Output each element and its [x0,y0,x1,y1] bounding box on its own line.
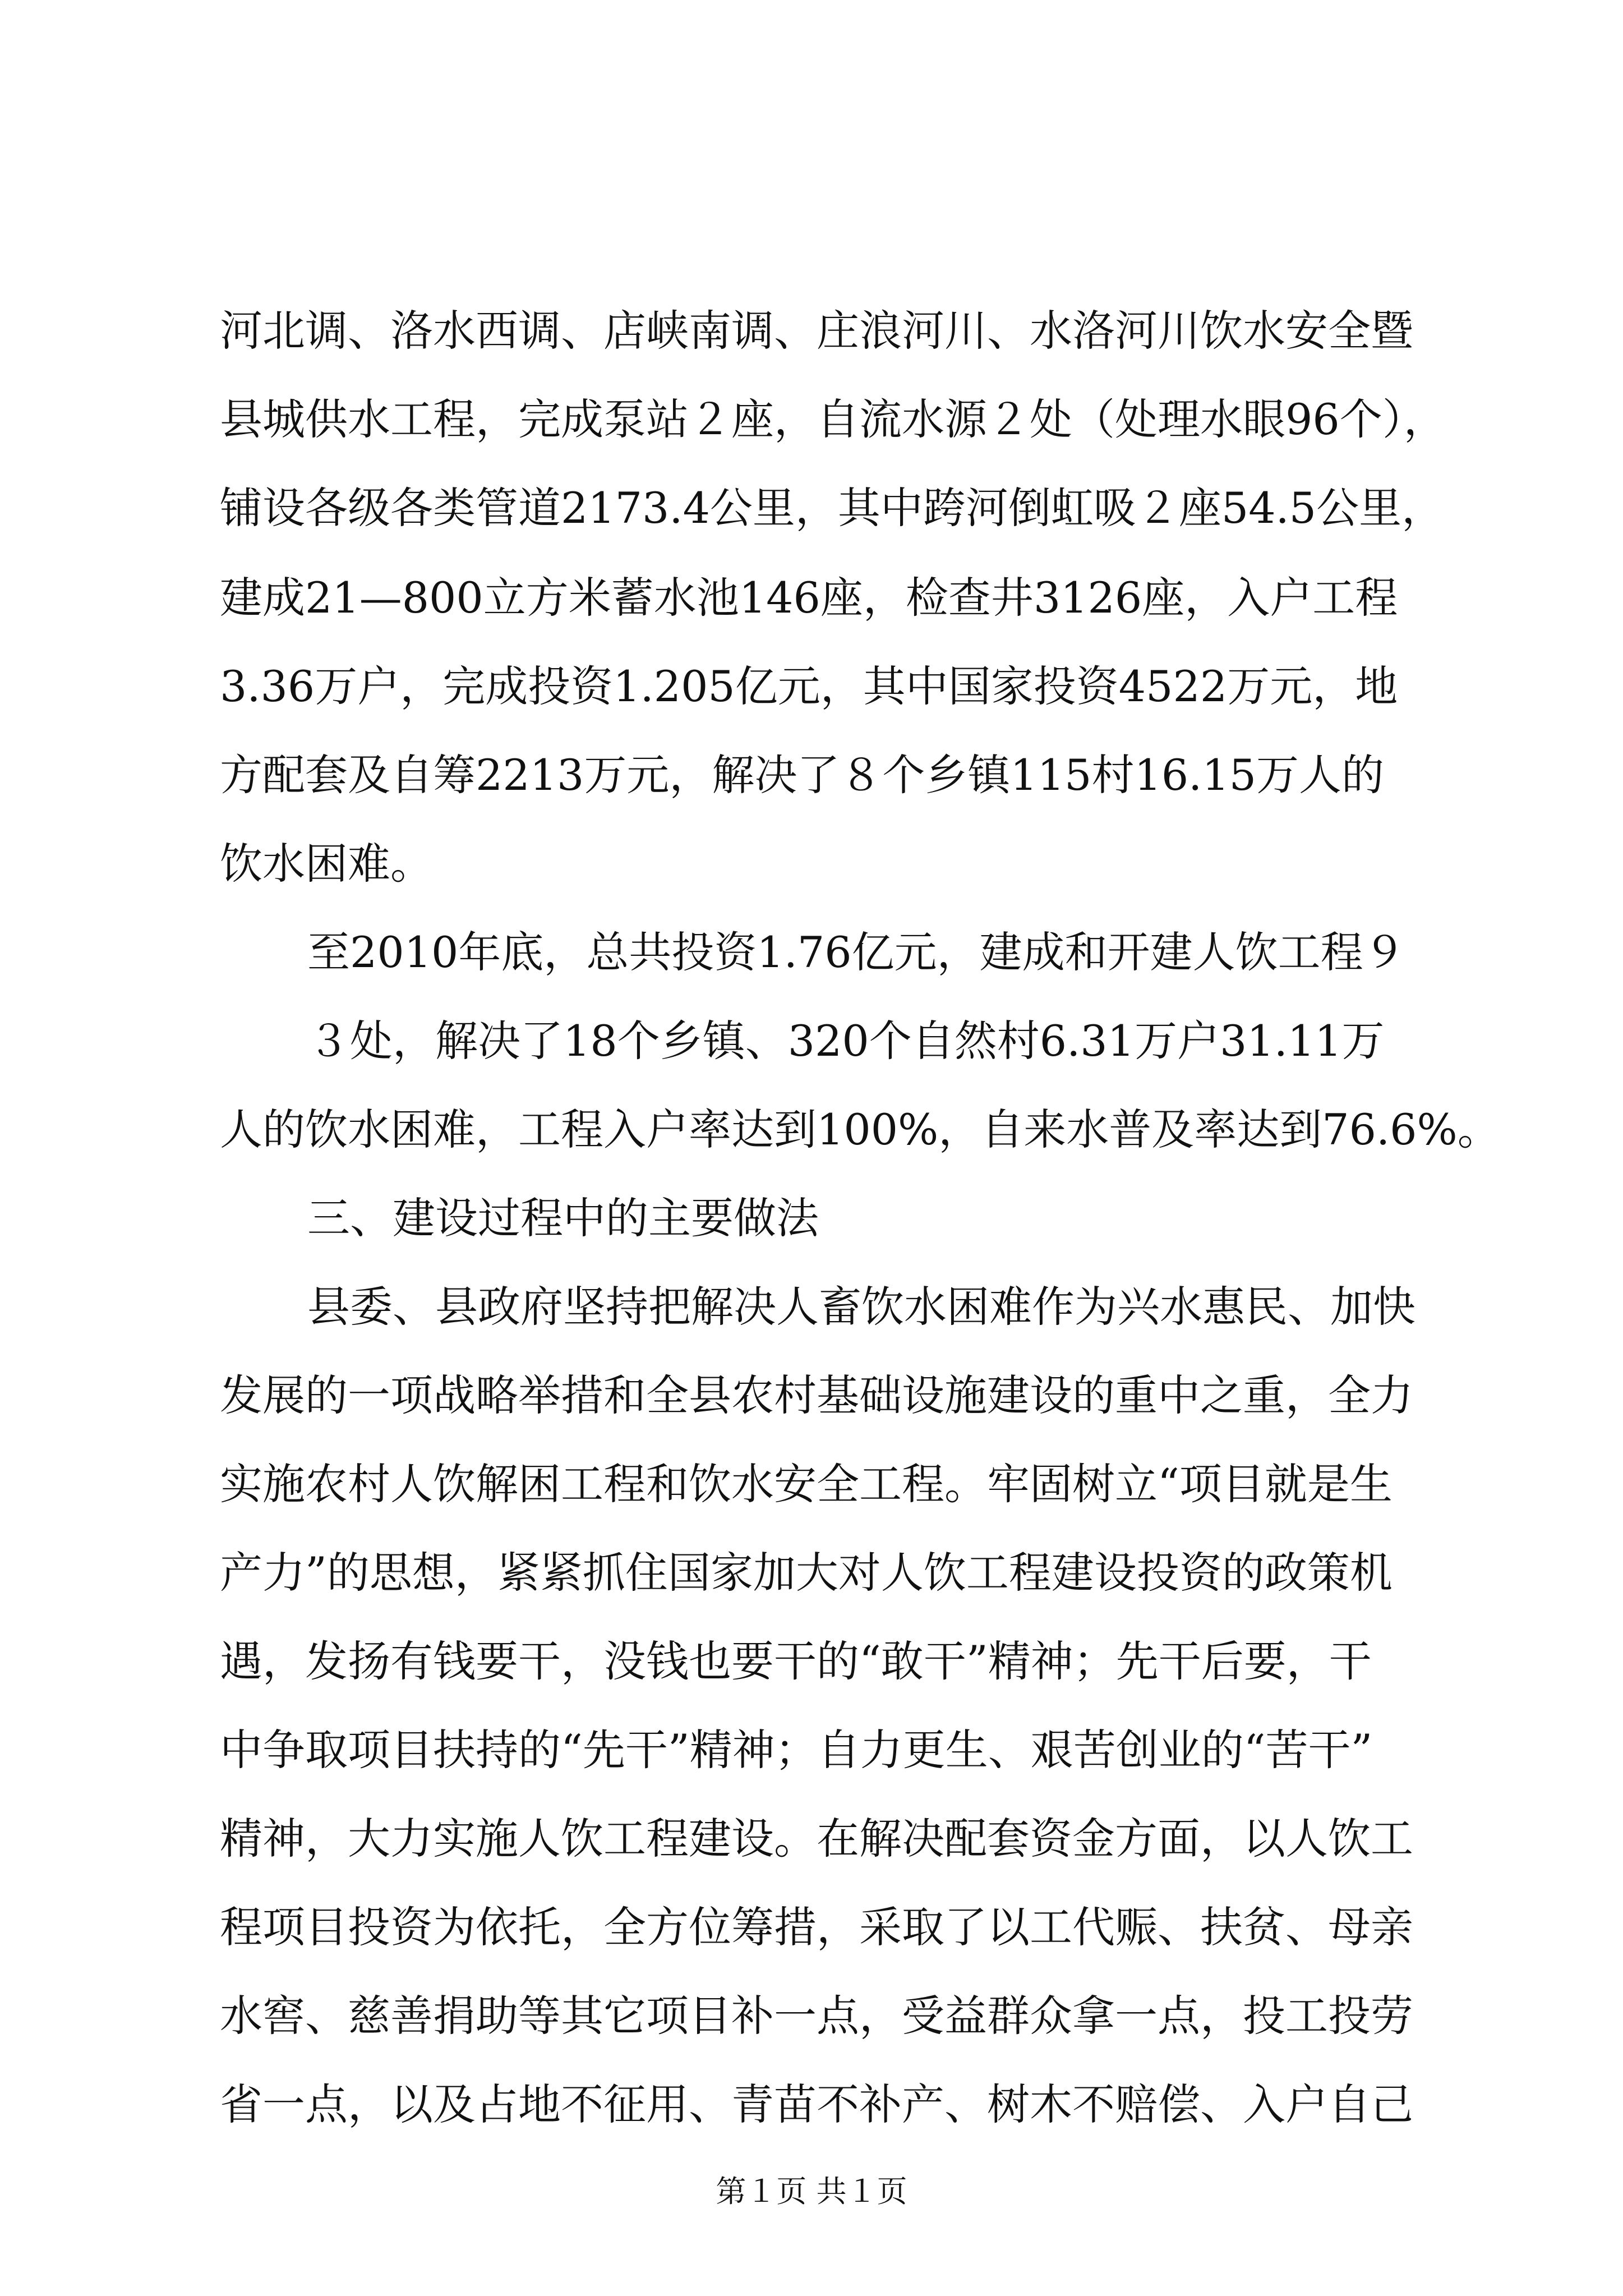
text-line: 发展的一项战略举措和全县农村基础设施建设的重中之重，全力 [220,1370,1413,1420]
text-line: 河北调、洛水西调、店峡南调、庄浪河川、水洛河川饮水安全暨 [220,306,1413,356]
text-line: 省一点，以及占地不征用、青苗不补产、树木不赔偿、入户自己 [220,2079,1413,2129]
text-line: 建成21—800立方米蓄水池146座，检查井3126座，入户工程 [220,573,1398,623]
text-line: 至2010年底，总共投资1.76亿元，建成和开建人饮工程９ [307,927,1406,977]
text-line: 精神，大力实施人饮工程建设。在解决配套资金方面，以人饮工 [220,1814,1413,1864]
text-line: 产力”的思想，紧紧抓住国家加大对人饮工程建设投资的政策机 [220,1548,1393,1598]
section-heading: 三、建设过程中的主要做法 [307,1193,819,1243]
text-line: 遇，发扬有钱要干，没钱也要干的“敢干”精神；先干后要，干 [220,1636,1372,1686]
text-line: 铺设各级各类管道2173.4公里，其中跨河倒虹吸２座54.5公里， [220,483,1445,533]
text-line: 水窖、慈善捐助等其它项目补一点，受益群众拿一点，投工投劳 [220,1991,1413,2041]
text-line: 县委、县政府坚持把解决人畜饮水困难作为兴水惠民、加快 [307,1282,1415,1332]
text-line: 实施农村人饮解困工程和饮水安全工程。牢固树立“项目就是生 [220,1459,1393,1509]
page-footer: 第１页 共１页 [716,2174,907,2209]
text-line: 程项目投资为依托，全方位筹措，采取了以工代赈、扶贫、母亲 [220,1902,1413,1952]
text-line: 人的饮水困难，工程入户率达到100%，自来水普及率达到76.6%。 [220,1105,1500,1154]
text-line: 县城供水工程，完成泵站２座，自流水源２处（处理水眼96个）， [220,394,1446,444]
text-line: 中争取项目扶持的“先干”精神；自力更生、艰苦创业的“苦干” [220,1725,1373,1775]
text-line: ３处，解决了18个乡镇、320个自然村6.31万户31.11万 [307,1016,1385,1066]
text-line: 3.36万户，完成投资1.205亿元，其中国家投资4522万元，地 [220,661,1398,711]
text-line: 方配套及自筹2213万元，解决了８个乡镇115村16.15万人的 [220,750,1385,800]
text-line: 饮水困难。 [220,839,433,889]
